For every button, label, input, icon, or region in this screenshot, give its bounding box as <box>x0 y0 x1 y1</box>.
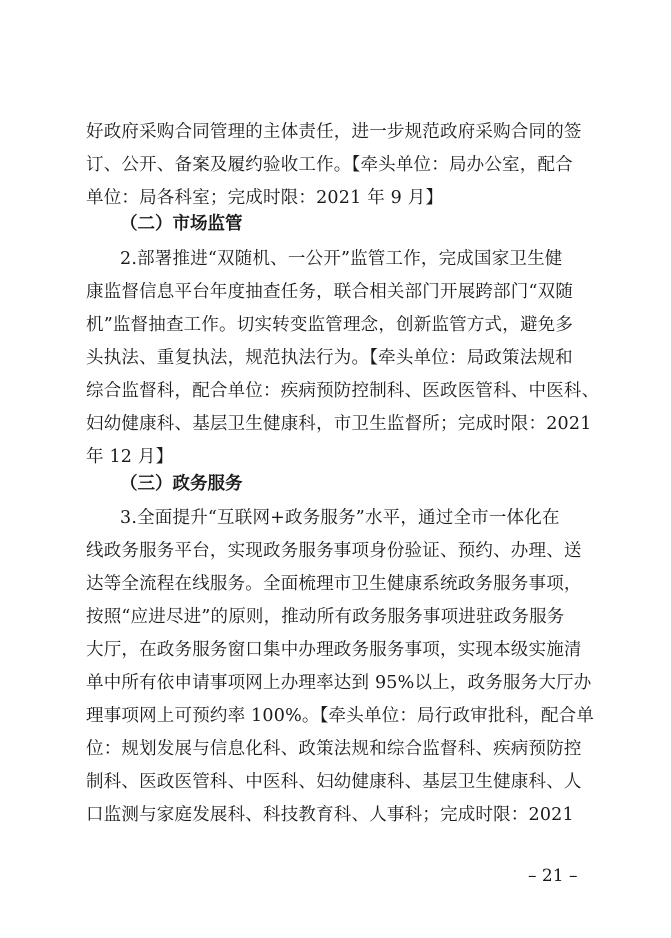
page-number: – 21 – <box>528 866 578 886</box>
paragraph-line: 机”监督抽查工作。切实转变监管理念，创新监管方式，避免多 <box>86 315 574 335</box>
paragraph-line: 订、公开、备案及履约验收工作。【牵头单位：局办公室，配合 <box>86 155 573 175</box>
paragraph-line: 理事项网上可预约率 100%。【牵头单位：局行政审批科，配合单 <box>86 706 595 726</box>
paragraph-line: 大厅，在政务服务窗口集中办理政务服务事项，实现本级实施清 <box>86 640 582 660</box>
paragraph-line: 好政府采购合同管理的主体责任，进一步规范政府采购合同的签 <box>86 122 582 142</box>
paragraph-line: 制科、医政医管科、中医科、妇幼健康科、基层卫生健康科、人 <box>86 772 582 792</box>
paragraph-line: 线政务服务平台，实现政务服务事项身份验证、预约、办理、送 <box>86 541 582 561</box>
paragraph-line: 3.全面提升“互联网+政务服务”水平，通过全市一体化在 <box>120 508 560 528</box>
paragraph-line: 年 12 月】 <box>86 447 174 467</box>
paragraph-line: 2.部署推进“双随机、一公开”监管工作，完成国家卫生健 <box>120 249 563 269</box>
paragraph-line: 头执法、重复执法，规范执法行为。【牵头单位：局政策法规和 <box>86 348 573 368</box>
paragraph-line: 口监测与家庭发展科、科技教育科、人事科；完成时限：2021 <box>86 805 574 825</box>
section-heading-service: （三）政务服务 <box>120 474 243 494</box>
paragraph-line: 按照“应进尽进”的原则，推动所有政务服务事项进驻政务服务 <box>86 607 565 627</box>
paragraph-line: 康监督信息平台年度抽查任务，联合相关部门开展跨部门“双随 <box>86 282 574 302</box>
paragraph-line: 妇幼健康科、基层卫生健康科，市卫生监督所；完成时限：2021 <box>86 414 592 434</box>
paragraph-line: 达等全流程在线服务。全面梳理市卫生健康系统政务服务事项， <box>86 574 582 594</box>
paragraph-line: 位：规划发展与信息化科、政策法规和综合监督科、疾病预防控 <box>86 739 582 759</box>
paragraph-line: 单中所有依申请事项网上办理率达到 95%以上，政务服务大厅办 <box>86 673 592 693</box>
paragraph-line: 综合监督科，配合单位：疾病预防控制科、医政医管科、中医科、 <box>86 381 600 401</box>
paragraph-line: 单位：局各科室；完成时限：2021 年 9 月】 <box>86 188 444 208</box>
section-heading-market: （二）市场监管 <box>120 214 243 234</box>
